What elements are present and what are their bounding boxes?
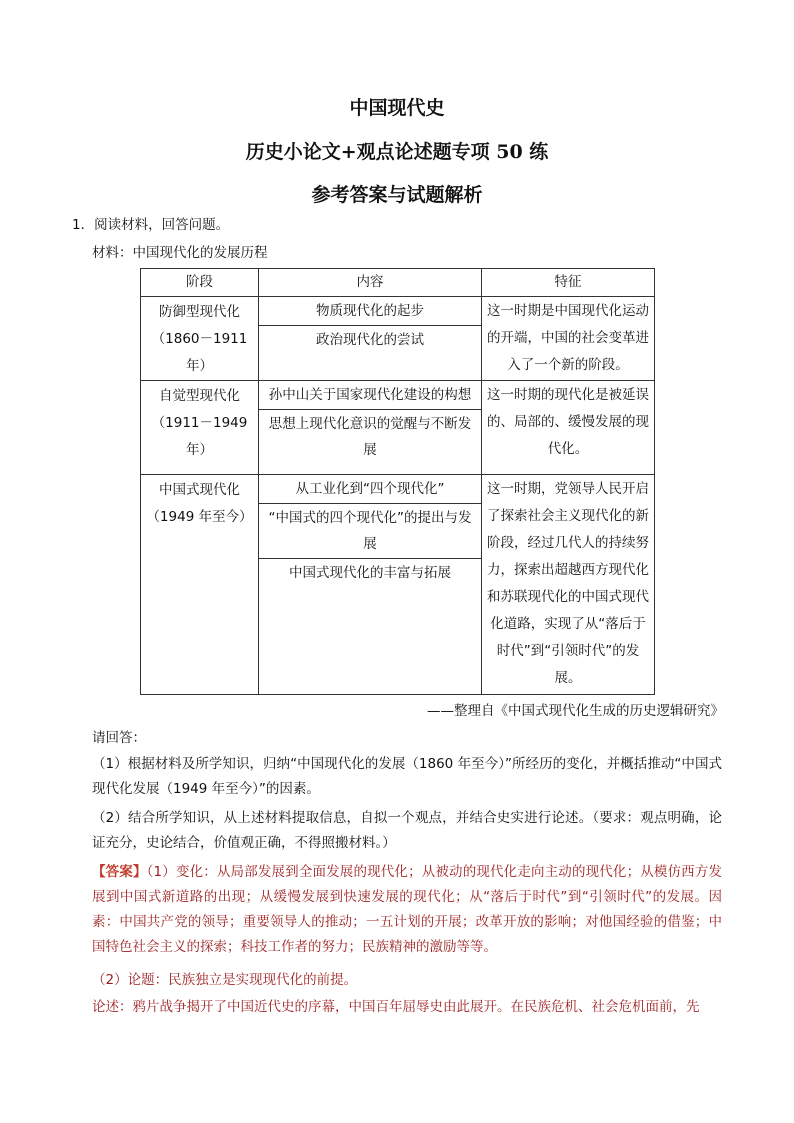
stage-name: 防御型现代化 <box>159 304 240 320</box>
answer-part-1-text: （1）变化：从局部发展到全面发展的现代化；从被动的现代化走向主动的现代化；从模仿西方发展到中国式新道路的出现；从缓慢发展到快速发展的现代化；从“落后于时代”到“引领时代”的发展。因素：中国共产党的领导；重要领导人的推动；一五计划的开展；改革开放的影响；对他国经验的借鉴；中国特色社会主义的探索；科技工作者的努力；民族精神的激励等等。 <box>92 864 722 955</box>
header-feature: 特征 <box>482 269 655 297</box>
stage-cell <box>141 475 259 695</box>
answer-part-2-topic: （2）论题：民族独立是实现现代化的前提。 <box>92 972 358 988</box>
content-item: 从工业化到“四个现代化” <box>259 475 481 504</box>
feature-cell: 这一时期，党领导人民开启了探索社会主义现代化的新阶段，经过几代人的持续努力，探索出超越西方现代化和苏联现代化的中国式现代化道路，实现了从“落后于时代”到“引领时代”的发展。 <box>482 475 655 695</box>
content-cell <box>259 475 482 695</box>
table-row <box>141 297 655 381</box>
header-content: 内容 <box>259 269 482 297</box>
material-title: 材料：中国现代化的发展历程 <box>92 245 268 261</box>
answer-prompt-label: 请回答： <box>92 730 146 746</box>
table-header-row <box>141 269 655 297</box>
sub-question-1: （1）根据材料及所学知识，归纳“中国现代化的发展（1860 年至今）”所经历的变化，并概括推动“中国式现代化发展（1949 年至今）”的因素。 <box>92 756 722 797</box>
page-title: 中国现代史 <box>349 97 445 119</box>
header-stage: 阶段 <box>141 269 259 297</box>
stage-cell <box>141 297 259 381</box>
answer-part-1 <box>92 860 722 960</box>
feature-cell: 这一时期的现代化是被延误的、局部的、缓慢发展的现代化。 <box>482 381 655 475</box>
content-item: 孙中山关于国家现代化建设的构想 <box>259 381 481 410</box>
answer-part-2-argument: 论述：鸦片战争揭开了中国近代史的序幕，中国百年屈辱史由此展开。在民族危机、社会危机面前，先 <box>92 999 700 1015</box>
content-cell <box>259 381 482 475</box>
section-title: 参考答案与试题解析 <box>311 184 483 206</box>
content-cell <box>259 297 482 381</box>
content-item: 中国式现代化的丰富与拓展 <box>289 565 451 581</box>
stage-period: （1860－1911 年） <box>151 331 248 374</box>
answer-tag: 【答案】 <box>92 864 147 880</box>
stage-period: （1949 年至今） <box>146 509 253 525</box>
content-item: 政治现代化的尝试 <box>316 332 424 348</box>
content-item: “中国式的四个现代化”的提出与发展 <box>259 504 481 559</box>
sub-question-2: （2）结合所学知识，从上述材料提取信息，自拟一个观点，并结合史实进行论述。（要求：观点明确，论证充分，史论结合，价值观正确，不得照搬材料。） <box>92 810 722 851</box>
stage-name: 自觉型现代化 <box>159 388 240 404</box>
table-row <box>141 475 655 695</box>
table-source: ——整理自《中国式现代化生成的历史逻辑研究》 <box>427 703 724 719</box>
content-item: 物质现代化的起步 <box>259 297 481 326</box>
question-prompt: 1．阅读材料，回答问题。 <box>72 217 230 233</box>
stage-period: （1911－1949 年） <box>151 415 248 458</box>
feature-cell: 这一时期是中国现代化运动的开端，中国的社会变革进入了一个新的阶段。 <box>482 297 655 381</box>
stage-name: 中国式现代化 <box>159 482 240 498</box>
page-subtitle: 历史小论文+观点论述题专项 50 练 <box>245 141 549 163</box>
modernization-table <box>140 268 655 695</box>
table-row <box>141 381 655 475</box>
stage-cell <box>141 381 259 475</box>
content-item: 思想上现代化意识的觉醒与不断发展 <box>268 416 472 458</box>
